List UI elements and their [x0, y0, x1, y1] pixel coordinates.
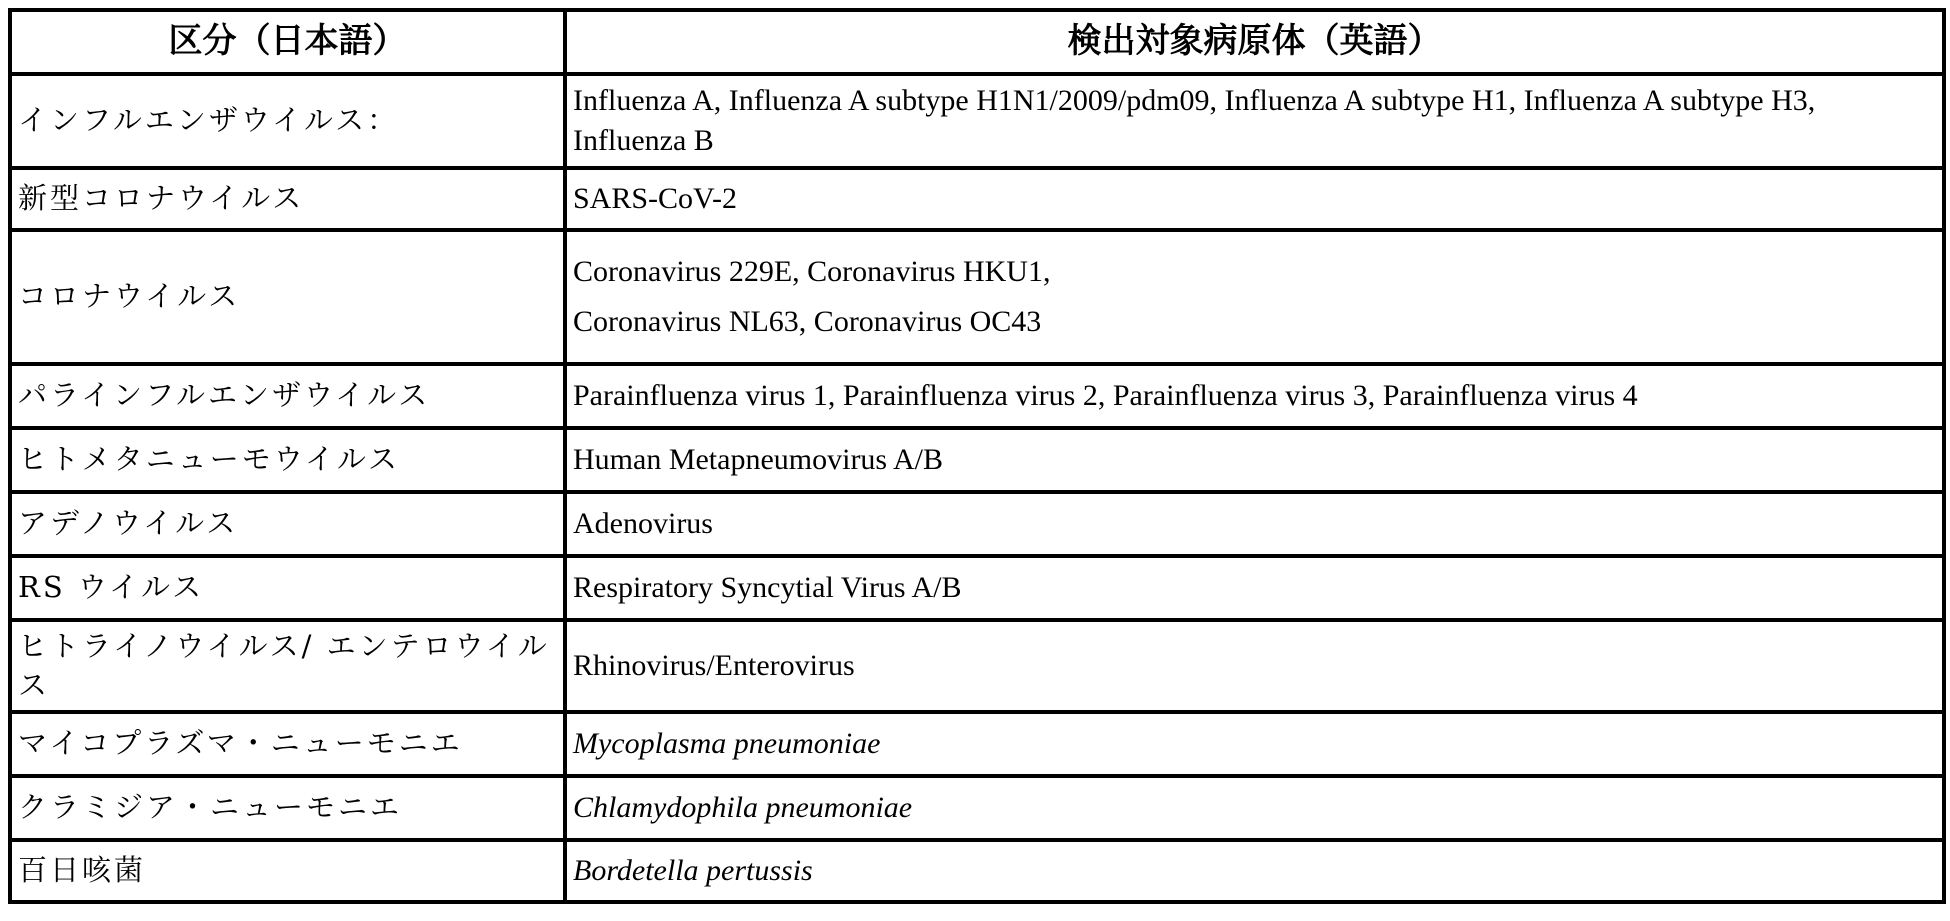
pathogen-text: Mycoplasma pneumoniae [573, 726, 881, 760]
pathogen-cell [565, 168, 1944, 230]
header-category-jp: 区分（日本語） [10, 10, 565, 74]
table-row [10, 840, 1944, 902]
pathogen-text: Human Metapneumovirus A/B [573, 442, 943, 476]
table-row [10, 776, 1944, 840]
pathogen-cell [565, 840, 1944, 902]
category-cell: パラインフルエンザウイルス [10, 364, 565, 428]
category-cell: クラミジア・ニューモニエ [10, 776, 565, 840]
pathogen-text: Coronavirus 229E, Coronavirus HKU1, [573, 254, 1051, 288]
category-cell: RS ウイルス [10, 556, 565, 620]
category-cell: ヒトライノウイルス/ エンテロウイルス [10, 620, 565, 712]
pathogen-text: SARS-CoV-2 [573, 181, 737, 215]
pathogen-cell [565, 712, 1944, 776]
category-cell: ヒトメタニューモウイルス [10, 428, 565, 492]
pathogen-cell [565, 428, 1944, 492]
table-row [10, 230, 1944, 364]
table-header-row [10, 10, 1944, 74]
pathogen-cell [565, 776, 1944, 840]
pathogen-text: Chlamydophila pneumoniae [573, 790, 913, 824]
category-cell: マイコプラズマ・ニューモニエ [10, 712, 565, 776]
pathogen-cell [565, 492, 1944, 556]
table-row [10, 168, 1944, 230]
table-row [10, 712, 1944, 776]
pathogen-text: Parainfluenza virus 1, Parainfluenza virus 2, Parainfluenza virus 3, Parainfluenza virus 4 [573, 378, 1638, 412]
table-row [10, 556, 1944, 620]
table-row [10, 492, 1944, 556]
category-cell: 百日咳菌 [10, 840, 565, 902]
pathogen-cell [565, 74, 1944, 168]
pathogen-text: Rhinovirus/Enterovirus [573, 648, 855, 682]
category-cell: コロナウイルス [10, 230, 565, 364]
pathogen-cell [565, 556, 1944, 620]
pathogen-table-container [8, 8, 1942, 904]
category-cell: 新型コロナウイルス [10, 168, 565, 230]
table-row [10, 74, 1944, 168]
header-pathogen-en: 検出対象病原体（英語） [565, 10, 1944, 74]
pathogen-cell [565, 620, 1944, 712]
pathogen-text: Coronavirus NL63, Coronavirus OC43 [573, 305, 1042, 338]
table-row [10, 428, 1944, 492]
pathogen-text: Respiratory Syncytial Virus A/B [573, 570, 962, 604]
pathogen-text: Adenovirus [573, 506, 713, 540]
pathogen-cell [565, 230, 1944, 364]
pathogen-text: Influenza A, Influenza A subtype H1N1/2009/pdm09, Influenza A subtype H1, Influenza A subtype H3, Influenza B [573, 83, 1816, 157]
pathogen-cell [565, 364, 1944, 428]
pathogen-table [8, 8, 1946, 904]
table-row [10, 620, 1944, 712]
table-row [10, 364, 1944, 428]
pathogen-text: Bordetella pertussis [573, 853, 813, 887]
category-cell: インフルエンザウイルス： [10, 74, 565, 168]
category-cell: アデノウイルス [10, 492, 565, 556]
